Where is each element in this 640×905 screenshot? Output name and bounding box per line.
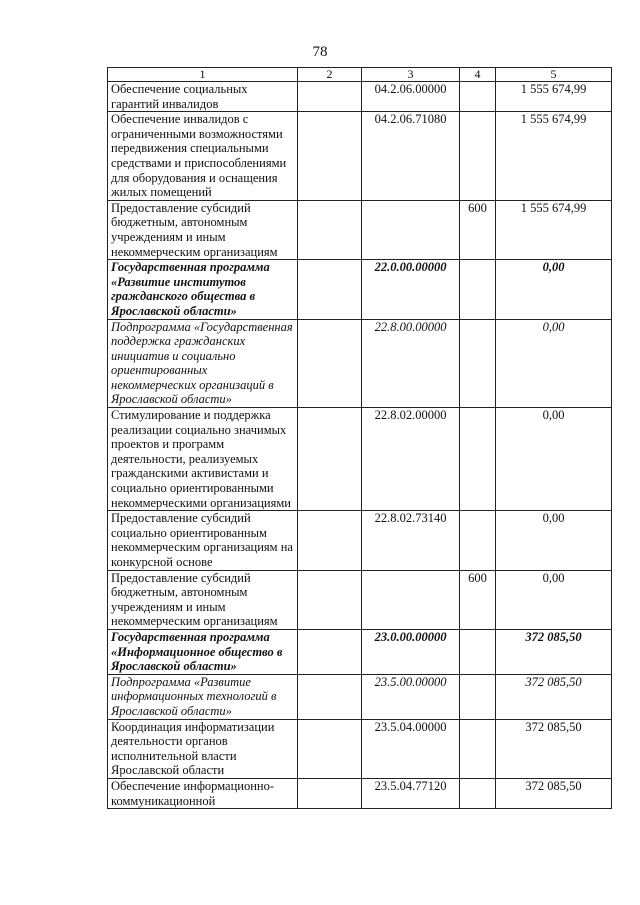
row-expense-type-cell (460, 82, 496, 112)
row-code-cell: 04.2.06.71080 (362, 112, 460, 201)
row-expense-type-cell (460, 778, 496, 808)
row-code-cell: 23.0.00.00000 (362, 629, 460, 674)
column-header-5: 5 (496, 68, 612, 82)
table-row (108, 82, 612, 112)
row-amount-cell: 372 085,50 (496, 629, 612, 674)
row-amount-cell: 1 555 674,99 (496, 200, 612, 259)
row-expense-type-cell (460, 511, 496, 570)
table-row (108, 629, 612, 674)
table-row (108, 200, 612, 259)
row-amount-cell: 0,00 (496, 408, 612, 511)
row-code-cell: 22.0.00.00000 (362, 260, 460, 319)
row-name-cell: Обеспечение социальных гарантий инвалидов (108, 82, 298, 112)
row-column-2-cell (298, 408, 362, 511)
row-column-2-cell (298, 778, 362, 808)
row-column-2-cell (298, 511, 362, 570)
row-expense-type-cell (460, 260, 496, 319)
column-header-4: 4 (460, 68, 496, 82)
row-name-cell: Обеспечение инвалидов с ограниченными возможностями передвижения специальными средствами и приспособлениями для оборудования и оснащения жилых помещений (108, 112, 298, 201)
row-expense-type-cell: 600 (460, 570, 496, 629)
row-amount-cell: 0,00 (496, 319, 612, 408)
row-expense-type-cell: 600 (460, 200, 496, 259)
table-row (108, 319, 612, 408)
table-row (108, 570, 612, 629)
row-column-2-cell (298, 82, 362, 112)
row-column-2-cell (298, 260, 362, 319)
row-name-cell: Предоставление субсидий бюджетным, автономным учреждениям и иным некоммерческим организациям (108, 200, 298, 259)
row-column-2-cell (298, 200, 362, 259)
row-amount-cell: 1 555 674,99 (496, 82, 612, 112)
row-code-cell: 23.5.04.00000 (362, 719, 460, 778)
row-name-cell: Предоставление субсидий социально ориентированным некоммерческим организациям на конкурсной основе (108, 511, 298, 570)
table-row (108, 408, 612, 511)
row-code-cell (362, 200, 460, 259)
row-expense-type-cell (460, 408, 496, 511)
row-column-2-cell (298, 629, 362, 674)
row-amount-cell: 372 085,50 (496, 674, 612, 719)
row-code-cell: 23.5.00.00000 (362, 674, 460, 719)
row-code-cell: 22.8.02.00000 (362, 408, 460, 511)
row-code-cell: 04.2.06.00000 (362, 82, 460, 112)
row-amount-cell: 0,00 (496, 511, 612, 570)
row-name-cell: Государственная программа «Информационное общество в Ярославской области» (108, 629, 298, 674)
row-code-cell: 22.8.02.73140 (362, 511, 460, 570)
row-column-2-cell (298, 674, 362, 719)
row-name-cell: Стимулирование и поддержка реализации социально значимых проектов и программ деятельности, реализуемых гражданскими активистами и социально ориентированными некоммерческими организациями (108, 408, 298, 511)
row-expense-type-cell (460, 112, 496, 201)
row-amount-cell: 0,00 (496, 570, 612, 629)
column-header-2: 2 (298, 68, 362, 82)
page-number: 78 (312, 44, 328, 60)
column-header-3: 3 (362, 68, 460, 82)
budget-table-body (108, 68, 612, 809)
table-row (108, 674, 612, 719)
table-row (108, 778, 612, 808)
row-expense-type-cell (460, 629, 496, 674)
budget-table (107, 67, 612, 809)
row-code-cell: 22.8.00.00000 (362, 319, 460, 408)
column-header-1: 1 (108, 68, 298, 82)
row-expense-type-cell (460, 719, 496, 778)
row-expense-type-cell (460, 319, 496, 408)
row-code-cell: 23.5.04.77120 (362, 778, 460, 808)
table-row (108, 112, 612, 201)
row-expense-type-cell (460, 674, 496, 719)
row-column-2-cell (298, 570, 362, 629)
row-name-cell: Координация информатизации деятельности органов исполнительной власти Ярославской области (108, 719, 298, 778)
row-amount-cell: 1 555 674,99 (496, 112, 612, 201)
table-row (108, 511, 612, 570)
row-code-cell (362, 570, 460, 629)
row-amount-cell: 372 085,50 (496, 719, 612, 778)
row-name-cell: Подпрограмма «Развитие информационных технологий в Ярославской области» (108, 674, 298, 719)
row-name-cell: Государственная программа «Развитие институтов гражданского общества в Ярославской области» (108, 260, 298, 319)
table-row (108, 260, 612, 319)
row-name-cell: Предоставление субсидий бюджетным, автономным учреждениям и иным некоммерческим организациям (108, 570, 298, 629)
row-amount-cell: 0,00 (496, 260, 612, 319)
table-row (108, 719, 612, 778)
row-column-2-cell (298, 719, 362, 778)
row-column-2-cell (298, 112, 362, 201)
row-name-cell: Подпрограмма «Государственная поддержка гражданских инициатив и социально ориентированных некоммерческих организаций в Ярославской области» (108, 319, 298, 408)
row-name-cell: Обеспечение информационно-коммуникационной (108, 778, 298, 808)
row-amount-cell: 372 085,50 (496, 778, 612, 808)
row-column-2-cell (298, 319, 362, 408)
table-header-row (108, 68, 612, 82)
